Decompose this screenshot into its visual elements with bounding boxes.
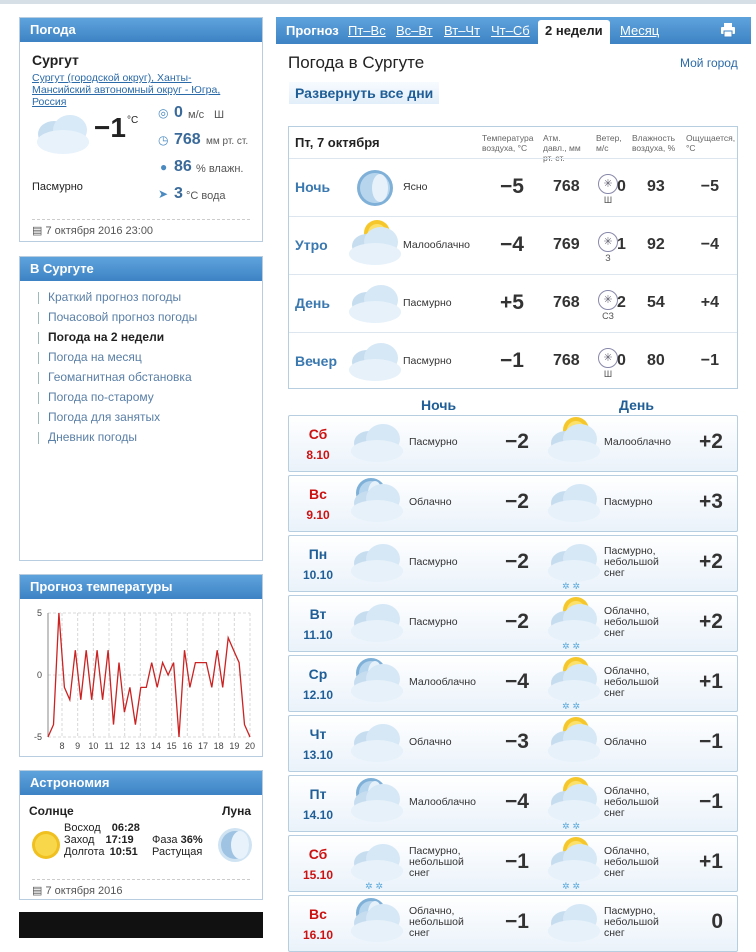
- night-temp: −2: [505, 490, 529, 513]
- svg-text:✲ ✲: ✲ ✲: [365, 882, 383, 891]
- period-desc: Ясно: [403, 181, 428, 193]
- tab-fri-sun[interactable]: Пт–Вс: [348, 23, 386, 38]
- night-desc: Облачно: [409, 736, 452, 748]
- wind-dir: Ш: [214, 109, 225, 121]
- menu-item-geomagnetic[interactable]: Геомагнитная обстановка: [20, 367, 262, 387]
- wind-value: 0: [174, 104, 183, 121]
- forecast-day-row[interactable]: [288, 895, 738, 952]
- moon-cloudy-icon: [347, 655, 409, 711]
- city-name: Сургут: [32, 52, 79, 68]
- overcast-icon: [544, 475, 606, 531]
- overcast-icon: [544, 895, 606, 951]
- my-city-link[interactable]: Мой город: [680, 56, 738, 70]
- day-temp: +1: [699, 670, 723, 693]
- period-temp: −4: [500, 233, 524, 256]
- chart-x-tick-label: 14: [150, 741, 162, 751]
- in-city-panel: [19, 256, 263, 561]
- phase-value: 36%: [180, 834, 203, 846]
- overcast-icon: [347, 535, 409, 591]
- top-border: [0, 0, 756, 4]
- col-feels-header: Ощущается, °C: [686, 133, 736, 153]
- night-column-label: Ночь: [421, 397, 457, 413]
- period-humidity: 93: [647, 178, 665, 195]
- tab-two-weeks[interactable]: 2 недели: [538, 20, 610, 44]
- temp-chart-header: Прогноз температуры: [20, 575, 262, 599]
- svg-text:✲ ✲: ✲ ✲: [562, 882, 580, 891]
- overcast-icon: [347, 715, 409, 771]
- day-desc: Облачно: [604, 736, 647, 748]
- sun-cloud-snow-icon: [544, 595, 606, 651]
- period-temp: −1: [500, 349, 524, 372]
- current-temp: −1: [94, 112, 126, 143]
- forecast-day-row[interactable]: [288, 595, 738, 652]
- night-temp: −2: [505, 430, 529, 453]
- day-temp: −1: [699, 730, 723, 753]
- night-temp: −2: [505, 610, 529, 633]
- forecast-day-row[interactable]: [288, 535, 738, 592]
- wind-compass-icon: ✳: [598, 290, 618, 310]
- weather-panel: [19, 17, 263, 242]
- tab-bar: [276, 17, 751, 44]
- page-title: Погода в Сургуте: [288, 53, 425, 72]
- overcast-snow-icon: [544, 535, 606, 591]
- sun-cloud-snow-icon: [544, 655, 606, 711]
- col-pressure-header: Атм. давл., мм рт. ст.: [543, 133, 581, 163]
- humidity-unit: % влажн.: [196, 163, 244, 175]
- rise-value: 06:28: [111, 822, 140, 834]
- period-label: День: [295, 295, 330, 311]
- day-desc: Малооблачно: [604, 436, 672, 448]
- sun-cloud-snow-icon: [544, 775, 606, 831]
- water-value: 3: [174, 185, 183, 202]
- astronomy-header: Астрономия: [20, 771, 262, 795]
- night-temp: −1: [505, 850, 529, 873]
- today-row: [289, 274, 737, 333]
- weather-panel-header: Погода: [20, 18, 262, 42]
- wind-icon: ◎: [158, 106, 169, 120]
- period-feels: −5: [700, 178, 719, 195]
- period-desc: Пасмурно: [403, 297, 452, 309]
- chart-x-tick-label: 9: [75, 741, 81, 751]
- period-feels: +4: [700, 294, 719, 311]
- period-feels: −1: [700, 352, 719, 369]
- tab-thu-sat[interactable]: Чт–Сб: [491, 23, 530, 38]
- chart-x-tick-label: 10: [88, 741, 99, 751]
- day-date: 8.10: [306, 448, 330, 462]
- wind-compass-icon: ✳: [598, 232, 618, 252]
- chart-x-tick-label: 20: [244, 741, 256, 751]
- night-temp: −2: [505, 550, 529, 573]
- period-pressure: 768: [553, 352, 580, 369]
- night-desc: Малооблачно: [409, 676, 477, 688]
- wind-direction: СЗ: [602, 311, 614, 321]
- svg-text:✲ ✲: ✲ ✲: [562, 702, 580, 711]
- wind-direction: З: [605, 253, 611, 263]
- chart-x-tick-label: 11: [104, 741, 114, 751]
- rise-label: Восход: [64, 822, 101, 834]
- day-desc: Пасмурно, небольшой снег: [604, 545, 659, 579]
- chart-x-tick-label: 17: [197, 741, 209, 751]
- length-label: Долгота: [64, 846, 105, 858]
- pressure-value: 768: [174, 131, 201, 148]
- menu-item-month[interactable]: Погода на месяц: [20, 347, 262, 367]
- menu-item-short[interactable]: Краткий прогноз погоды: [20, 287, 262, 307]
- period-label: Утро: [295, 237, 328, 253]
- today-heading: Пт, 7 октября: [295, 135, 380, 150]
- svg-text:✲ ✲: ✲ ✲: [562, 822, 580, 831]
- period-label: Ночь: [295, 179, 331, 195]
- chart-x-tick-label: 8: [59, 741, 65, 751]
- chart-x-tick-label: 18: [213, 741, 224, 751]
- tab-sun-tue[interactable]: Вс–Вт: [396, 23, 433, 38]
- col-humidity-header: Влажность воздуха, %: [632, 133, 676, 153]
- phase-label: Фаза: [152, 834, 178, 846]
- wind-unit: м/с: [188, 109, 205, 121]
- tab-tue-thu[interactable]: Вт–Чт: [444, 23, 481, 38]
- updated-date: 7 октября 2016 23:00: [45, 225, 154, 237]
- forecast-day-row[interactable]: [288, 715, 738, 772]
- day-temp: 0: [711, 910, 723, 933]
- moon-cloudy-icon: [347, 895, 409, 951]
- day-temp: +1: [699, 850, 723, 873]
- water-unit: °С вода: [186, 190, 226, 202]
- day-temp: +2: [699, 430, 723, 453]
- humidity-drop-icon: ●: [160, 160, 168, 174]
- day-date: 14.10: [302, 808, 334, 822]
- period-label: Вечер: [295, 353, 338, 369]
- wind-direction: Ш: [603, 195, 613, 205]
- period-pressure: 769: [553, 236, 580, 253]
- partly-cloudy-icon: [345, 218, 407, 274]
- astronomy-panel: [19, 770, 263, 900]
- day-date: 11.10: [303, 628, 333, 642]
- day-temp: −1: [699, 790, 723, 813]
- period-desc: Пасмурно: [403, 355, 452, 367]
- forecast-day-row[interactable]: [288, 415, 738, 472]
- night-desc: Пасмурно, небольшой снег: [409, 845, 464, 879]
- today-row: [289, 216, 737, 275]
- chart-y-tick-label: -5: [33, 732, 42, 742]
- overcast-icon: [32, 110, 94, 158]
- expand-all-button[interactable]: Развернуть все дни: [289, 82, 439, 104]
- water-fish-icon: ➤: [158, 187, 169, 201]
- chart-x-tick-label: 13: [135, 741, 146, 751]
- period-humidity: 92: [647, 236, 665, 253]
- phase-state: Растущая: [152, 846, 203, 858]
- day-temp: +3: [699, 490, 723, 513]
- printer-icon[interactable]: [720, 22, 736, 38]
- set-value: 17:19: [105, 834, 134, 846]
- period-wind: 0: [617, 352, 626, 369]
- day-of-week: Сб: [308, 426, 328, 442]
- calendar-icon: ▤: [32, 885, 43, 897]
- night-temp: −4: [505, 670, 529, 693]
- temp-chart: [20, 600, 262, 755]
- overcast-icon: [345, 276, 407, 332]
- day-date: 10.10: [302, 568, 334, 582]
- svg-text:✲ ✲: ✲ ✲: [562, 582, 580, 591]
- wind-compass-icon: ✳: [598, 174, 618, 194]
- tab-month[interactable]: Месяц: [620, 23, 660, 38]
- sun-icon: [30, 829, 62, 861]
- overcast-icon: [347, 595, 409, 651]
- period-temp: −5: [500, 175, 524, 198]
- forecast-day-row[interactable]: [288, 835, 738, 892]
- humidity-value: 86: [174, 158, 192, 175]
- period-wind: 2: [617, 294, 626, 311]
- col-wind-header: Ветер, м/с: [596, 133, 622, 153]
- length-value: 10:51: [109, 846, 138, 858]
- moon-cloudy-icon: [347, 475, 409, 531]
- day-of-week: Сб: [308, 846, 328, 862]
- pressure-unit: мм рт. ст.: [206, 136, 249, 147]
- day-desc: Облачно, небольшой снег: [604, 605, 659, 639]
- day-of-week: Вс: [309, 906, 327, 922]
- wind-compass-icon: ✳: [598, 348, 618, 368]
- day-desc: Облачно, небольшой снег: [604, 665, 659, 699]
- day-of-week: Пт: [309, 786, 327, 802]
- day-of-week: Чт: [309, 726, 327, 742]
- day-of-week: Вс: [309, 486, 327, 502]
- chart-x-tick-label: 12: [119, 741, 130, 751]
- moon-phase-icon: [216, 826, 254, 864]
- sun-cloud-snow-icon: [544, 835, 606, 891]
- period-humidity: 80: [647, 352, 665, 369]
- overcast-icon: [345, 334, 407, 390]
- tab-forecast-label: Прогноз: [286, 23, 339, 38]
- period-wind: 0: [617, 178, 626, 195]
- day-of-week: Ср: [308, 666, 328, 682]
- day-desc: Пасмурно, небольшой снег: [604, 905, 659, 939]
- temp-unit: °C: [127, 115, 139, 126]
- temp-chart-panel: [19, 574, 263, 757]
- menu-item-diary[interactable]: Дневник погоды: [20, 427, 262, 447]
- calendar-icon: ▤: [32, 225, 43, 237]
- pressure-icon: ◷: [158, 133, 169, 147]
- day-column-label: День: [619, 397, 654, 413]
- night-desc: Пасмурно: [409, 556, 458, 568]
- moon-cloudy-icon: [347, 775, 409, 831]
- period-wind: 1: [617, 236, 626, 253]
- day-date: 12.10: [302, 688, 334, 702]
- night-desc: Малооблачно: [409, 796, 477, 808]
- wind-direction: Ш: [603, 369, 613, 379]
- moon-label: Луна: [222, 804, 252, 818]
- night-temp: −4: [505, 790, 529, 813]
- period-humidity: 54: [647, 294, 665, 311]
- day-temp: +2: [699, 550, 723, 573]
- dark-banner: [19, 912, 263, 938]
- day-date: 15.10: [302, 868, 334, 882]
- day-desc: Облачно, небольшой снег: [604, 845, 659, 879]
- day-date: 16.10: [302, 928, 334, 942]
- day-desc: Пасмурно: [604, 496, 653, 508]
- menu-item-hourly[interactable]: Почасовой прогноз погоды: [20, 307, 262, 327]
- partly-cloudy-icon: [544, 715, 606, 771]
- menu-item-two-weeks[interactable]: Погода на 2 недели: [20, 327, 262, 347]
- astronomy-date: 7 октября 2016: [45, 885, 123, 897]
- partly-cloudy-icon: [544, 415, 606, 471]
- night-temp: −1: [505, 910, 529, 933]
- chart-x-tick-label: 19: [229, 741, 240, 751]
- set-label: Заход: [64, 834, 95, 846]
- in-city-menu: [20, 287, 262, 447]
- night-desc: Облачно: [409, 496, 452, 508]
- current-condition: Пасмурно: [32, 181, 83, 193]
- overcast-icon: [347, 415, 409, 471]
- day-date: 9.10: [306, 508, 330, 522]
- day-of-week: Вт: [309, 606, 327, 622]
- overcast-snow-icon: [347, 835, 409, 891]
- chart-y-tick-label: 5: [36, 608, 42, 618]
- night-desc: Пасмурно: [409, 436, 458, 448]
- region-link[interactable]: Сургут (городской округ), Ханты-Мансийский автономный округ - Югра, Россия: [32, 72, 221, 108]
- today-row: [289, 332, 737, 391]
- day-desc: Облачно, небольшой снег: [604, 785, 659, 819]
- night-desc: Пасмурно: [409, 616, 458, 628]
- menu-item-old-style[interactable]: Погода по-старому: [20, 387, 262, 407]
- night-temp: −3: [505, 730, 529, 753]
- sun-label: Солнце: [29, 804, 74, 818]
- period-pressure: 768: [553, 178, 580, 195]
- night-desc: Облачно, небольшой снег: [409, 905, 464, 939]
- forecast-day-row[interactable]: [288, 655, 738, 712]
- col-temp-header: Температура воздуха, °C: [482, 133, 534, 153]
- menu-item-busy[interactable]: Погода для занятых: [20, 407, 262, 427]
- forecast-day-row[interactable]: [288, 775, 738, 832]
- day-temp: +2: [699, 610, 723, 633]
- svg-text:✲ ✲: ✲ ✲: [562, 642, 580, 651]
- period-temp: +5: [500, 291, 524, 314]
- chart-y-tick-label: 0: [36, 670, 42, 680]
- moon-icon: [345, 160, 407, 216]
- chart-x-tick-label: 15: [166, 741, 177, 751]
- today-row: [289, 158, 737, 217]
- period-desc: Малооблачно: [403, 239, 471, 251]
- forecast-day-row[interactable]: [288, 475, 738, 532]
- in-city-header: В Сургуте: [20, 257, 262, 281]
- day-date: 13.10: [302, 748, 334, 762]
- period-feels: −4: [700, 236, 719, 253]
- period-pressure: 768: [553, 294, 580, 311]
- chart-x-tick-label: 16: [182, 741, 193, 751]
- day-of-week: Пн: [308, 546, 328, 562]
- today-table: [288, 126, 738, 389]
